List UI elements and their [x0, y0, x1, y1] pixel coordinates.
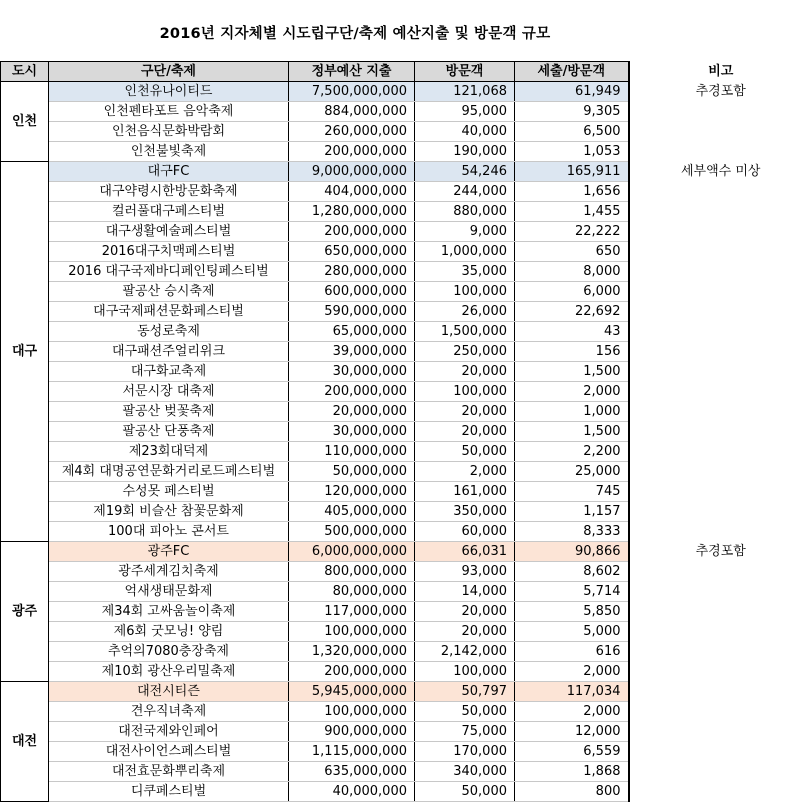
table-row: [1, 322, 812, 342]
event-name-cell: 대구생활예술페스티벌: [49, 222, 289, 242]
table-row: [1, 122, 812, 142]
budget-cell: 30,000,000: [289, 422, 415, 442]
ratio-cell: 43: [515, 322, 629, 342]
table-row: [1, 562, 812, 582]
ratio-cell: 2,000: [515, 662, 629, 682]
event-name-cell: 제34회 고싸움놀이축제: [49, 602, 289, 622]
ratio-cell: 1,455: [515, 202, 629, 222]
note-cell: [629, 122, 812, 142]
table-row: [1, 622, 812, 642]
budget-cell: 500,000,000: [289, 522, 415, 542]
table-row: [1, 662, 812, 682]
ratio-cell: 117,034: [515, 682, 629, 702]
ratio-cell: 1,000: [515, 402, 629, 422]
visitors-cell: 50,000: [415, 782, 515, 802]
header-name: 구단/축제: [49, 62, 289, 82]
table-row: [1, 482, 812, 502]
event-name-cell: 인천펜타포트 음악축제: [49, 102, 289, 122]
budget-cell: 5,945,000,000: [289, 682, 415, 702]
ratio-cell: 8,000: [515, 262, 629, 282]
visitors-cell: 121,068: [415, 82, 515, 102]
table-row: [1, 102, 812, 122]
budget-cell: 117,000,000: [289, 602, 415, 622]
ratio-cell: 1,500: [515, 362, 629, 382]
ratio-cell: 90,866: [515, 542, 629, 562]
note-cell: [629, 582, 812, 602]
city-label: 인천: [1, 82, 49, 162]
visitors-cell: 190,000: [415, 142, 515, 162]
visitors-cell: 60,000: [415, 522, 515, 542]
table-row: [1, 762, 812, 782]
visitors-cell: 340,000: [415, 762, 515, 782]
report-title: 2016년 지자체별 시도립구단/축제 예산지출 및 방문객 규모: [0, 22, 710, 43]
table-row: [1, 262, 812, 282]
visitors-cell: 350,000: [415, 502, 515, 522]
event-name-cell: 대구약령시한방문화축제: [49, 182, 289, 202]
visitors-cell: 20,000: [415, 422, 515, 442]
visitors-cell: 40,000: [415, 122, 515, 142]
ratio-cell: 1,868: [515, 762, 629, 782]
table-row: [1, 462, 812, 482]
ratio-cell: 9,305: [515, 102, 629, 122]
visitors-cell: 250,000: [415, 342, 515, 362]
event-name-cell: 제4회 대명공연문화거리로드페스티벌: [49, 462, 289, 482]
budget-cell: 110,000,000: [289, 442, 415, 462]
budget-cell: 65,000,000: [289, 322, 415, 342]
visitors-cell: 20,000: [415, 602, 515, 622]
budget-cell: 80,000,000: [289, 582, 415, 602]
header-ratio: 세출/방문객: [515, 62, 629, 82]
table-row: [1, 142, 812, 162]
note-cell: [629, 562, 812, 582]
visitors-cell: 35,000: [415, 262, 515, 282]
visitors-cell: 20,000: [415, 402, 515, 422]
budget-cell: 260,000,000: [289, 122, 415, 142]
visitors-cell: 95,000: [415, 102, 515, 122]
budget-cell: 6,000,000,000: [289, 542, 415, 562]
note-cell: [629, 762, 812, 782]
table-row: [1, 542, 812, 562]
event-name-cell: 인천불빛축제: [49, 142, 289, 162]
note-cell: [629, 402, 812, 422]
note-cell: [629, 702, 812, 722]
note-cell: [629, 422, 812, 442]
table-row: [1, 222, 812, 242]
budget-cell: 884,000,000: [289, 102, 415, 122]
budget-cell: 590,000,000: [289, 302, 415, 322]
visitors-cell: 880,000: [415, 202, 515, 222]
ratio-cell: 22,222: [515, 222, 629, 242]
ratio-cell: 5,714: [515, 582, 629, 602]
note-cell: [629, 102, 812, 122]
note-cell: [629, 142, 812, 162]
table-row: [1, 702, 812, 722]
ratio-cell: 165,911: [515, 162, 629, 182]
event-name-cell: 수성못 페스티벌: [49, 482, 289, 502]
note-cell: [629, 642, 812, 662]
budget-cell: 405,000,000: [289, 502, 415, 522]
visitors-cell: 161,000: [415, 482, 515, 502]
visitors-cell: 50,000: [415, 702, 515, 722]
ratio-cell: 8,602: [515, 562, 629, 582]
table-row: [1, 442, 812, 462]
note-cell: [629, 602, 812, 622]
budget-cell: 650,000,000: [289, 242, 415, 262]
header-note: 비고: [629, 62, 812, 82]
event-name-cell: 인천음식문화박람회: [49, 122, 289, 142]
budget-cell: 7,500,000,000: [289, 82, 415, 102]
budget-cell: 280,000,000: [289, 262, 415, 282]
budget-cell: 9,000,000,000: [289, 162, 415, 182]
ratio-cell: 12,000: [515, 722, 629, 742]
table-row: [1, 582, 812, 602]
visitors-cell: 2,000: [415, 462, 515, 482]
note-cell: [629, 322, 812, 342]
visitors-cell: 26,000: [415, 302, 515, 322]
ratio-cell: 6,000: [515, 282, 629, 302]
event-name-cell: 견우직녀축제: [49, 702, 289, 722]
ratio-cell: 800: [515, 782, 629, 802]
table-row: [1, 182, 812, 202]
note-cell: 추경포함: [629, 542, 812, 562]
event-name-cell: 대전사이언스페스티벌: [49, 742, 289, 762]
visitors-cell: 9,000: [415, 222, 515, 242]
event-name-cell: 대전효문화뿌리축제: [49, 762, 289, 782]
table-row: [1, 642, 812, 662]
ratio-cell: 6,559: [515, 742, 629, 762]
ratio-cell: 650: [515, 242, 629, 262]
event-name-cell: 팔공산 승시축제: [49, 282, 289, 302]
table-row: [1, 162, 812, 182]
event-name-cell: 컬러풀대구페스티벌: [49, 202, 289, 222]
visitors-cell: 54,246: [415, 162, 515, 182]
table-row: [1, 742, 812, 762]
note-cell: [629, 222, 812, 242]
event-name-cell: 100대 피아노 콘서트: [49, 522, 289, 542]
table-row: [1, 722, 812, 742]
header-city: 도시: [1, 62, 49, 82]
visitors-cell: 100,000: [415, 662, 515, 682]
visitors-cell: 1,000,000: [415, 242, 515, 262]
event-name-cell: 대구패션주얼리위크: [49, 342, 289, 362]
note-cell: [629, 442, 812, 462]
note-cell: [629, 242, 812, 262]
ratio-cell: 616: [515, 642, 629, 662]
budget-cell: 100,000,000: [289, 702, 415, 722]
event-name-cell: 인천유나이티드: [49, 82, 289, 102]
ratio-cell: 1,053: [515, 142, 629, 162]
city-label: 대구: [1, 162, 49, 542]
ratio-cell: 8,333: [515, 522, 629, 542]
visitors-cell: 75,000: [415, 722, 515, 742]
event-name-cell: 억새생태문화제: [49, 582, 289, 602]
budget-cell: 100,000,000: [289, 622, 415, 642]
event-name-cell: 제23회대덕제: [49, 442, 289, 462]
note-cell: [629, 742, 812, 762]
note-cell: 추경포함: [629, 82, 812, 102]
note-cell: [629, 362, 812, 382]
ratio-cell: 61,949: [515, 82, 629, 102]
budget-cell: 200,000,000: [289, 662, 415, 682]
event-name-cell: 2016대구치맥페스티벌: [49, 242, 289, 262]
table-body: [1, 82, 812, 802]
event-name-cell: 2016 대구국제바디페인팅페스티벌: [49, 262, 289, 282]
budget-cell: 40,000,000: [289, 782, 415, 802]
note-cell: [629, 382, 812, 402]
note-cell: [629, 282, 812, 302]
table-row: [1, 402, 812, 422]
header-row: [1, 62, 812, 82]
note-cell: [629, 182, 812, 202]
visitors-cell: 20,000: [415, 622, 515, 642]
visitors-cell: 100,000: [415, 382, 515, 402]
table-row: [1, 82, 812, 102]
budget-cell: 50,000,000: [289, 462, 415, 482]
visitors-cell: 2,142,000: [415, 642, 515, 662]
note-cell: [629, 262, 812, 282]
ratio-cell: 22,692: [515, 302, 629, 322]
note-cell: [629, 682, 812, 702]
budget-cell: 200,000,000: [289, 382, 415, 402]
budget-cell: 30,000,000: [289, 362, 415, 382]
budget-cell: 800,000,000: [289, 562, 415, 582]
ratio-cell: 1,656: [515, 182, 629, 202]
note-cell: [629, 462, 812, 482]
budget-cell: 900,000,000: [289, 722, 415, 742]
event-name-cell: 서문시장 대축제: [49, 382, 289, 402]
table-row: [1, 282, 812, 302]
event-name-cell: 제19회 비슬산 참꽃문화제: [49, 502, 289, 522]
ratio-cell: 2,200: [515, 442, 629, 462]
note-cell: [629, 782, 812, 802]
visitors-cell: 93,000: [415, 562, 515, 582]
event-name-cell: 제6회 굿모닝! 양림: [49, 622, 289, 642]
table-row: [1, 202, 812, 222]
event-name-cell: 제10회 광산우리밀축제: [49, 662, 289, 682]
note-cell: [629, 342, 812, 362]
note-cell: [629, 502, 812, 522]
note-cell: 세부액수 미상: [629, 162, 812, 182]
event-name-cell: 동성로축제: [49, 322, 289, 342]
table-row: [1, 362, 812, 382]
visitors-cell: 50,000: [415, 442, 515, 462]
budget-table: [0, 61, 812, 802]
table-row: [1, 422, 812, 442]
event-name-cell: 디쿠페스티벌: [49, 782, 289, 802]
event-name-cell: 광주세계김치축제: [49, 562, 289, 582]
table-row: [1, 682, 812, 702]
ratio-cell: 2,000: [515, 382, 629, 402]
visitors-cell: 50,797: [415, 682, 515, 702]
budget-cell: 635,000,000: [289, 762, 415, 782]
event-name-cell: 팔공산 벚꽃축제: [49, 402, 289, 422]
budget-cell: 600,000,000: [289, 282, 415, 302]
visitors-cell: 170,000: [415, 742, 515, 762]
table-row: [1, 602, 812, 622]
table-row: [1, 302, 812, 322]
visitors-cell: 14,000: [415, 582, 515, 602]
note-cell: [629, 522, 812, 542]
table-row: [1, 382, 812, 402]
visitors-cell: 100,000: [415, 282, 515, 302]
event-name-cell: 팔공산 단풍축제: [49, 422, 289, 442]
ratio-cell: 5,850: [515, 602, 629, 622]
table-row: [1, 502, 812, 522]
note-cell: [629, 482, 812, 502]
event-name-cell: 광주FC: [49, 542, 289, 562]
budget-cell: 200,000,000: [289, 222, 415, 242]
event-name-cell: 대구FC: [49, 162, 289, 182]
event-name-cell: 대구국제패션문화페스티벌: [49, 302, 289, 322]
note-cell: [629, 622, 812, 642]
visitors-cell: 1,500,000: [415, 322, 515, 342]
budget-cell: 200,000,000: [289, 142, 415, 162]
table-row: [1, 782, 812, 802]
ratio-cell: 2,000: [515, 702, 629, 722]
header-budget: 정부예산 지출: [289, 62, 415, 82]
ratio-cell: 1,500: [515, 422, 629, 442]
ratio-cell: 1,157: [515, 502, 629, 522]
ratio-cell: 5,000: [515, 622, 629, 642]
header-visitors: 방문객: [415, 62, 515, 82]
note-cell: [629, 722, 812, 742]
visitors-cell: 20,000: [415, 362, 515, 382]
ratio-cell: 25,000: [515, 462, 629, 482]
budget-cell: 1,280,000,000: [289, 202, 415, 222]
visitors-cell: 66,031: [415, 542, 515, 562]
city-label: 대전: [1, 682, 49, 802]
event-name-cell: 대전국제와인페어: [49, 722, 289, 742]
ratio-cell: 745: [515, 482, 629, 502]
budget-cell: 404,000,000: [289, 182, 415, 202]
budget-cell: 20,000,000: [289, 402, 415, 422]
budget-cell: 39,000,000: [289, 342, 415, 362]
note-cell: [629, 302, 812, 322]
budget-cell: 120,000,000: [289, 482, 415, 502]
event-name-cell: 대전시티즌: [49, 682, 289, 702]
budget-cell: 1,115,000,000: [289, 742, 415, 762]
city-label: 광주: [1, 542, 49, 682]
budget-cell: 1,320,000,000: [289, 642, 415, 662]
table-row: [1, 522, 812, 542]
event-name-cell: 추억의7080충장축제: [49, 642, 289, 662]
ratio-cell: 156: [515, 342, 629, 362]
ratio-cell: 6,500: [515, 122, 629, 142]
event-name-cell: 대구화교축제: [49, 362, 289, 382]
visitors-cell: 244,000: [415, 182, 515, 202]
note-cell: [629, 662, 812, 682]
note-cell: [629, 202, 812, 222]
table-row: [1, 242, 812, 262]
table-row: [1, 342, 812, 362]
